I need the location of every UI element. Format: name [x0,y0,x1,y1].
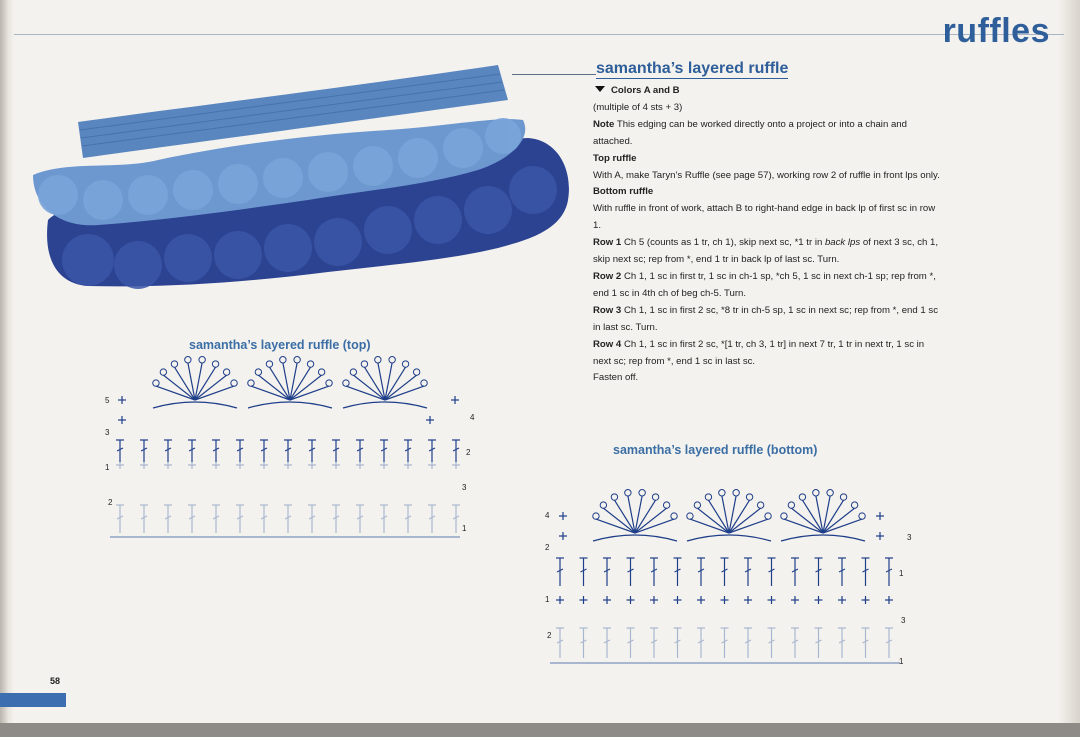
note-text: This edging can be worked directly onto a project or into a chain and attached. [593,118,907,147]
svg-text:5: 5 [105,396,110,405]
page-number: 58 [50,676,61,686]
svg-text:4: 4 [545,511,550,520]
multiple-line: (multiple of 4 sts + 3) [593,101,683,113]
svg-text:3: 3 [105,428,110,437]
page-edge [1058,0,1080,737]
page-binding [0,0,14,737]
fasten-off-line: Fasten off. [593,372,639,384]
row3-text: Ch 1, 1 sc in first 2 sc, *8 tr in ch-5 sp, 1 sc in next sc; rep from *, end 1 sc in last sc. Turn. [593,304,938,333]
svg-text:1: 1 [545,595,550,604]
page-bottom-shadow [0,723,1080,737]
row2-line [593,269,943,303]
note-label: Note [593,118,615,130]
row2-label: Row 2 [593,270,622,282]
row1-line [593,235,943,269]
crochet-chart-bottom [535,458,930,673]
triangle-bullet-icon [595,86,605,92]
ruffle-photo [28,60,573,300]
top-ruffle-text: With A, make Taryn’s Ruffle (see page 57), working row 2 of ruffle in front lps only. [593,169,940,181]
row1-text-a: Ch 5 (counts as 1 tr, ch 1), skip next sc, *1 tr in [623,237,823,249]
row3-label: Row 3 [593,304,622,316]
svg-text:2: 2 [545,543,550,552]
svg-text:2: 2 [547,631,552,640]
header-rule [14,34,1064,35]
colors-text: Colors A and B [611,85,680,96]
svg-text:2: 2 [108,498,113,507]
chapter-title: ruffles [942,12,1050,50]
row1-italic: back lps [824,237,861,249]
diagram-bottom-caption: samantha’s layered ruffle (bottom) [613,443,818,457]
svg-text:3: 3 [901,616,906,625]
row4-line [593,337,943,371]
svg-text:4: 4 [470,413,475,422]
page-tab-marker [0,693,66,707]
crochet-chart-top [100,355,490,545]
svg-text:1: 1 [462,524,467,533]
row4-text: Ch 1, 1 sc in first 2 sc, *[1 tr, ch 3, 1 tr] in next 7 tr, 1 tr in next tr, 1 sc in next sc; rep from *, end 1 sc in last sc. [593,338,925,367]
title-rule [512,74,596,75]
bottom-ruffle-text: With ruffle in front of work, attach B to right-hand edge in back lp of first sc in row 1. [593,203,936,232]
row3-line [593,303,943,337]
svg-text:3: 3 [462,483,467,492]
pattern-title: samantha’s layered ruffle [596,60,789,77]
diagram-top-caption: samantha’s layered ruffle (top) [189,338,371,352]
row4-label: Row 4 [593,338,622,350]
row1-label: Row 1 [593,237,622,249]
svg-text:3: 3 [907,533,912,542]
svg-text:2: 2 [466,448,471,457]
colors-line [593,83,943,100]
svg-text:1: 1 [105,463,110,472]
bottom-ruffle-heading: Bottom ruffle [593,186,654,198]
svg-text:1: 1 [899,657,904,666]
row2-text: Ch 1, 1 sc in first tr, 1 sc in ch-1 sp, *ch 5, 1 sc in next ch-1 sp; rep from *, end 1 sc in 4th ch of beg ch-5. Turn. [593,270,936,299]
row1-text-b: of next 3 sc, ch 1, skip next sc; rep from *, end 1 tr in back lp of last sc. Turn. [593,237,939,266]
note-line [593,117,943,151]
top-ruffle-heading: Top ruffle [593,152,637,164]
pattern-instructions [593,83,943,387]
svg-text:1: 1 [899,569,904,578]
